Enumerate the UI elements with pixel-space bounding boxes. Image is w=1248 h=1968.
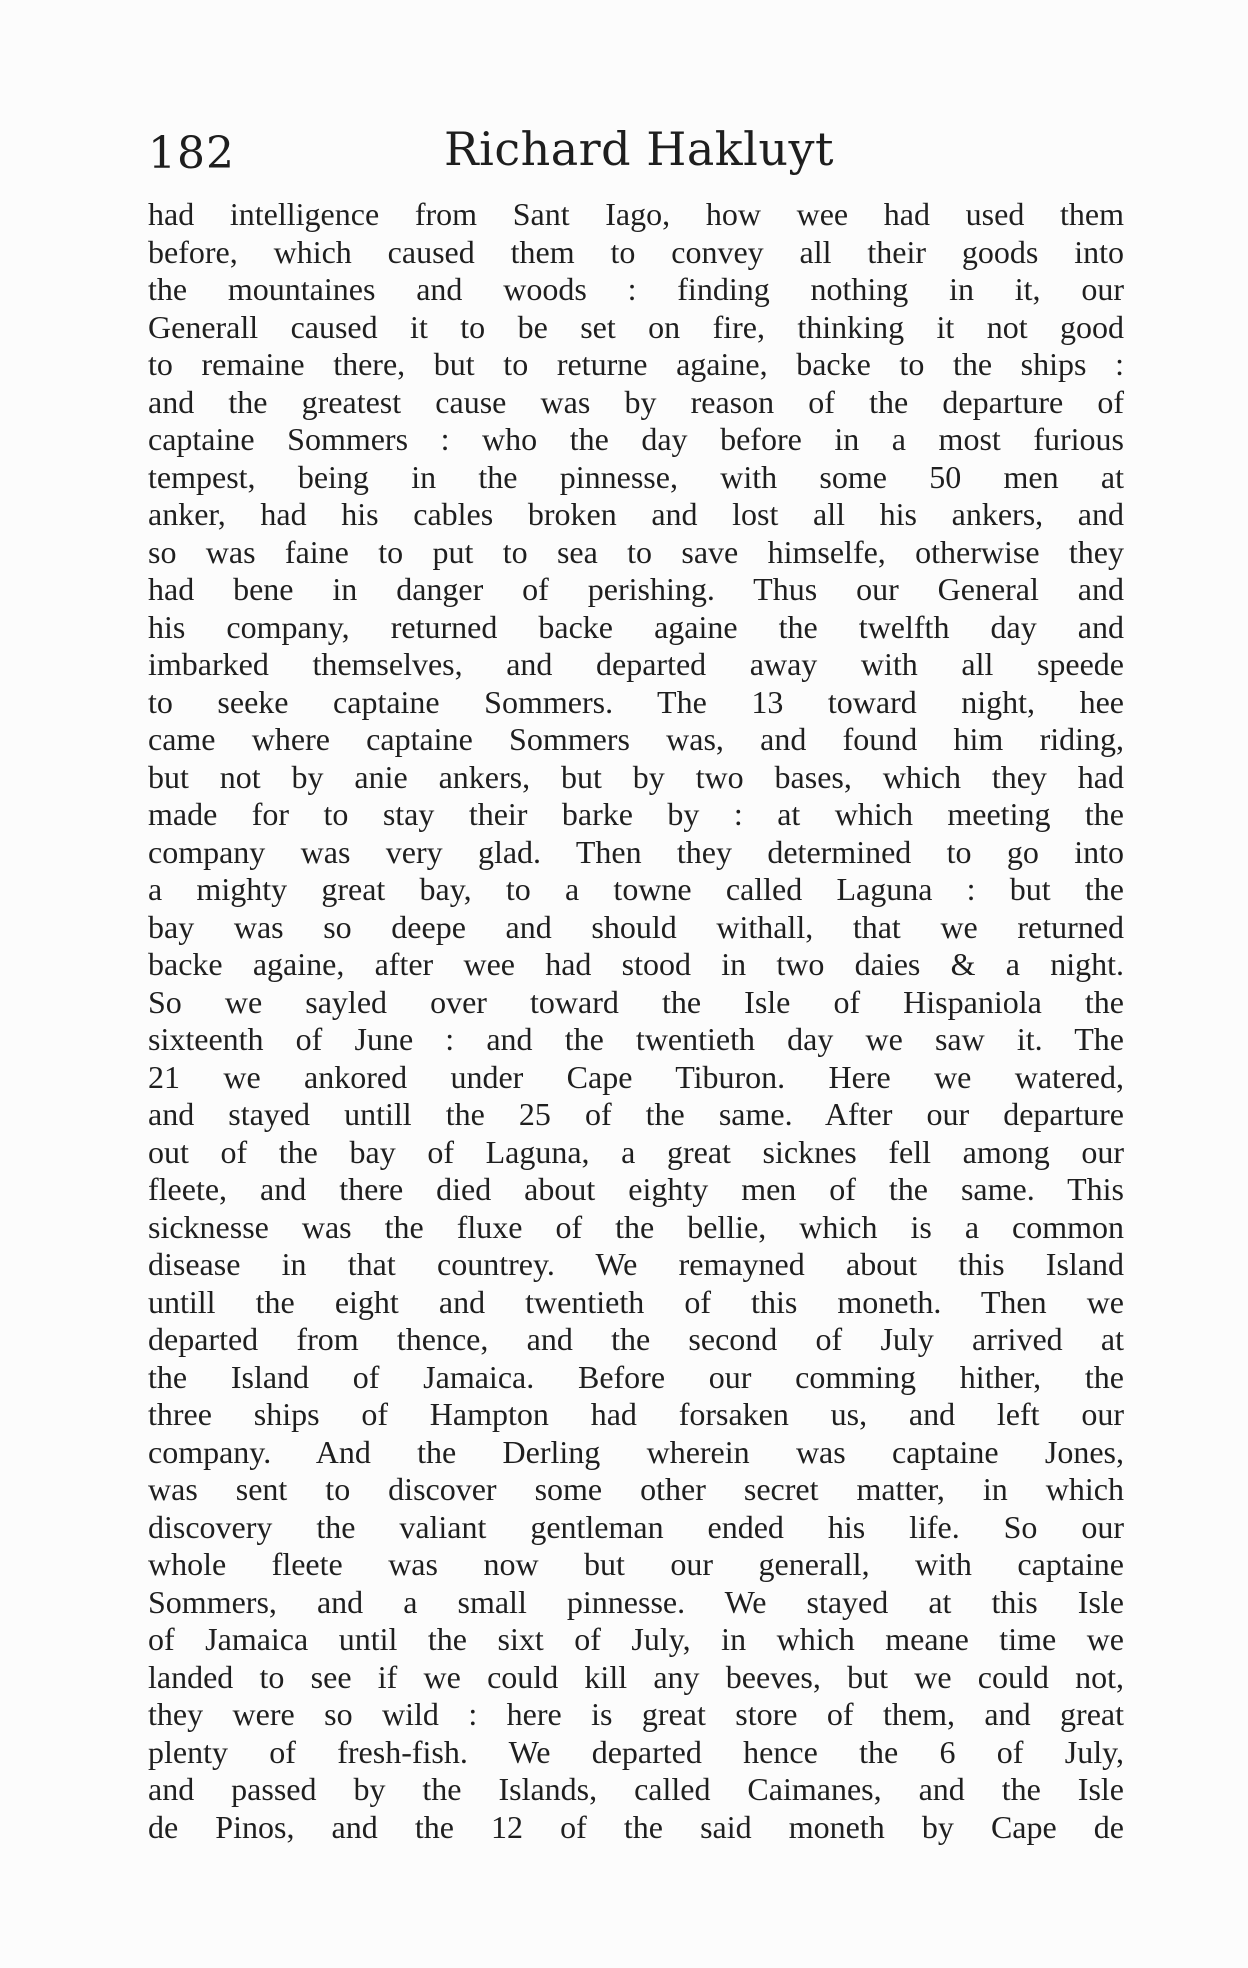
text-line: sixteenth of June : and the twentieth day we saw it. The: [148, 1021, 1124, 1057]
text-line: made for to stay their barke by : at which meeting the: [148, 796, 1124, 832]
text-line: but not by anie ankers, but by two bases, which they had: [148, 758, 1124, 795]
text-line: company. And the Derling wherein was captaine Jones,: [148, 1433, 1124, 1470]
text-line: sicknesse was the fluxe of the bellie, which is a common: [148, 1208, 1124, 1245]
text-line: landed to see if we could kill any beeves, but we could not,: [148, 1658, 1124, 1695]
text-line: before, which caused them to convey all their goods into: [148, 233, 1124, 270]
text-line: of Jamaica until the sixt of July, in which meane time we: [148, 1621, 1124, 1657]
text-line: disease in that countrey. We remayned about this Island: [148, 1246, 1124, 1282]
text-line: discovery the valiant gentleman ended his life. So our: [148, 1508, 1124, 1545]
text-line: to seeke captaine Sommers. The 13 toward night, hee: [148, 683, 1124, 720]
running-title: Richard Hakluyt: [444, 122, 834, 176]
text-line: and passed by the Islands, called Caimanes, and the Isle: [148, 1771, 1124, 1807]
text-line: anker, had his cables broken and lost all his ankers, and: [148, 496, 1124, 532]
text-line: imbarked themselves, and departed away with all speede: [148, 646, 1124, 682]
text-line: had bene in danger of perishing. Thus our General and: [148, 571, 1124, 607]
text-line: the Island of Jamaica. Before our comming hither, the: [148, 1358, 1124, 1395]
body-text: [148, 196, 1124, 1846]
text-line: departed from thence, and the second of July arrived at: [148, 1321, 1124, 1357]
text-line: they were so wild : here is great store of them, and great: [148, 1696, 1124, 1732]
text-line: Sommers, and a small pinnesse. We stayed at this Isle: [148, 1583, 1124, 1620]
text-line: and stayed untill the 25 of the same. After our departure: [148, 1096, 1124, 1132]
text-line: a mighty great bay, to a towne called Laguna : but the: [148, 871, 1124, 907]
text-line: his company, returned backe againe the twelfth day and: [148, 608, 1124, 645]
text-line: to remaine there, but to returne againe, backe to the ships :: [148, 346, 1124, 382]
text-line: company was very glad. Then they determined to go into: [148, 833, 1124, 870]
text-line: the mountaines and woods : finding nothing in it, our: [148, 271, 1124, 307]
text-line: so was faine to put to sea to save himselfe, otherwise they: [148, 533, 1124, 570]
text-line: So we sayled over toward the Isle of Hispaniola the: [148, 983, 1124, 1020]
text-line: bay was so deepe and should withall, that we returned: [148, 908, 1124, 945]
page-header: [148, 122, 1124, 192]
text-line: tempest, being in the pinnesse, with some 50 men at: [148, 458, 1124, 495]
page-number: 182: [148, 128, 235, 179]
text-line: three ships of Hampton had forsaken us, and left our: [148, 1396, 1124, 1432]
text-line: Generall caused it to be set on fire, thinking it not good: [148, 308, 1124, 345]
text-line: and the greatest cause was by reason of the departure of: [148, 383, 1124, 420]
text-line: came where captaine Sommers was, and found him riding,: [148, 721, 1124, 757]
text-line: untill the eight and twentieth of this moneth. Then we: [148, 1283, 1124, 1320]
text-line: fleete, and there died about eighty men of the same. This: [148, 1171, 1124, 1207]
text-line: captaine Sommers : who the day before in a most furious: [148, 421, 1124, 457]
text-line: plenty of fresh-fish. We departed hence the 6 of July,: [148, 1733, 1124, 1770]
text-line: was sent to discover some other secret matter, in which: [148, 1471, 1124, 1507]
text-line: out of the bay of Laguna, a great sicknes fell among our: [148, 1133, 1124, 1170]
text-line: de Pinos, and the 12 of the said moneth by Cape de: [148, 1808, 1124, 1845]
text-line: had intelligence from Sant Iago, how wee had used them: [148, 196, 1124, 232]
text-line: backe againe, after wee had stood in two daies & a night.: [148, 946, 1124, 982]
text-line: whole fleete was now but our generall, with captaine: [148, 1546, 1124, 1582]
text-line: 21 we ankored under Cape Tiburon. Here we watered,: [148, 1058, 1124, 1095]
